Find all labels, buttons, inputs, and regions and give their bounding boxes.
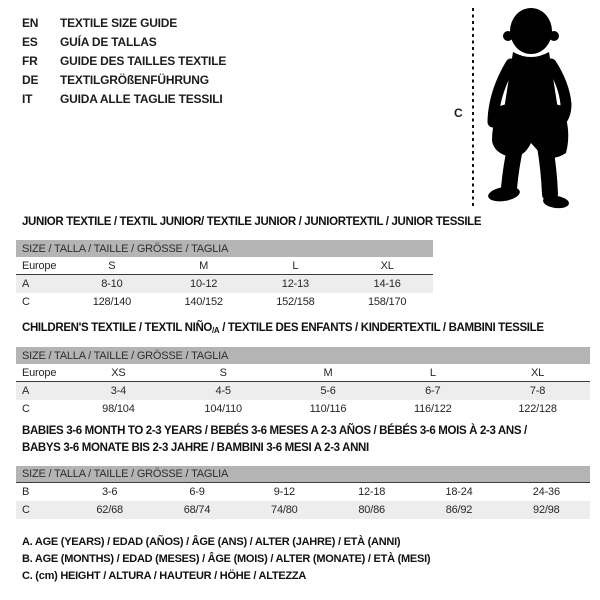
footnote-a: A. AGE (YEARS) / EDAD (AÑOS) / ÂGE (ANS) / ALTER (JAHRE) / ETÀ (ANNI) <box>22 536 401 548</box>
table-row-c <box>16 400 590 418</box>
value-cell: 98/104 <box>102 403 135 415</box>
lang-label: GUIDA ALLE TAGLIE TESSILI <box>60 91 223 106</box>
table-row-b <box>16 483 590 501</box>
value-cell: 110/116 <box>309 403 347 415</box>
footnote-c: C. (cm) HEIGHT / ALTURA / HAUTEUR / HÖHE / ALTEZZA <box>22 570 307 582</box>
toddler-silhouette <box>479 4 593 210</box>
lang-row-fr <box>22 51 226 70</box>
size-cell: L <box>429 366 436 379</box>
junior-table-title: JUNIOR TEXTILE / TEXTIL JUNIOR/ TEXTILE JUNIOR / JUNIORTEXTIL / JUNIOR TESSILE <box>22 216 482 228</box>
row-label: Europe <box>22 259 57 272</box>
lang-code: DE <box>22 72 39 87</box>
value-cell: 116/122 <box>414 403 452 415</box>
value-cell: 3-4 <box>110 385 127 397</box>
value-cell: 10-12 <box>190 278 218 290</box>
junior-size-table <box>16 240 433 311</box>
children-title-suffix: / TEXTILE DES ENFANTS / KINDERTEXTIL / BAMBINI TESSILE <box>219 322 544 334</box>
value-cell: 80/86 <box>358 504 385 516</box>
row-label: C <box>22 504 30 516</box>
size-cell: XL <box>380 259 394 272</box>
value-cell: 3-6 <box>102 486 118 498</box>
size-cell: M <box>323 366 333 379</box>
value-cell: 24-36 <box>532 486 560 498</box>
babies-table-title-line2: BABYS 3-6 MONATE BIS 2-3 JAHRE / BAMBINI 3-6 MESI A 2-3 ANNI <box>22 442 369 454</box>
value-cell: 9-12 <box>273 486 295 498</box>
value-cell: 92/98 <box>533 504 560 516</box>
value-cell: 6-9 <box>189 486 205 498</box>
lang-row-en <box>22 13 226 32</box>
height-c-label: C <box>454 106 463 120</box>
value-cell: 128/140 <box>92 296 132 308</box>
value-cell: 152/158 <box>276 296 315 308</box>
table-row-europe <box>16 364 590 382</box>
size-cell: S <box>108 259 116 272</box>
lang-label: GUIDE DES TAILLES TEXTILE <box>60 53 227 68</box>
value-cell: 122/128 <box>518 403 557 415</box>
lang-code: EN <box>22 15 39 30</box>
value-cell: 5-6 <box>320 385 336 397</box>
value-cell: 14-16 <box>373 278 401 290</box>
row-label: A <box>22 385 30 397</box>
row-label: Europe <box>22 366 57 379</box>
footnotes <box>22 536 430 587</box>
value-cell: 74/80 <box>271 504 298 516</box>
lang-label: GUÍA DE TALLAS <box>60 34 157 49</box>
row-label: C <box>22 403 30 415</box>
table-row-c <box>16 501 590 519</box>
table-row-a <box>16 382 590 400</box>
size-cell: S <box>219 366 227 379</box>
height-dashed-line <box>471 8 475 206</box>
size-header-band: SIZE / TALLA / TAILLE / GRÖSSE / TAGLIA <box>16 240 433 257</box>
lang-label: TEXTILE SIZE GUIDE <box>60 15 178 30</box>
row-label: C <box>22 296 30 308</box>
value-cell: 12-18 <box>358 486 386 498</box>
children-size-table <box>16 347 590 418</box>
value-cell: 6-7 <box>425 385 441 397</box>
children-table-title <box>22 322 544 335</box>
lang-row-es <box>22 32 226 51</box>
language-guide-list <box>22 13 226 108</box>
size-cell: L <box>292 259 299 272</box>
row-label: A <box>22 278 30 290</box>
size-cell: M <box>199 259 209 272</box>
row-label: B <box>22 486 30 498</box>
lang-row-it <box>22 89 226 108</box>
size-header-band: SIZE / TALLA / TAILLE / GRÖSSE / TAGLIA <box>16 466 590 483</box>
table-row-a <box>16 275 433 293</box>
value-cell: 18-24 <box>445 486 473 498</box>
table-row-europe <box>16 257 433 275</box>
value-cell: 86/92 <box>445 504 473 516</box>
lang-code: IT <box>22 91 33 106</box>
value-cell: 8-10 <box>101 278 123 290</box>
size-header-band: SIZE / TALLA / TAILLE / GRÖSSE / TAGLIA <box>16 347 590 364</box>
lang-code: FR <box>22 53 38 68</box>
size-cell: XL <box>531 366 545 379</box>
babies-table-title-line1: BABIES 3-6 MONTH TO 2-3 YEARS / BEBÉS 3-6 MESES A 2-3 AÑOS / BÉBÉS 3-6 MOIS À 2-3 ANS / <box>22 425 527 437</box>
footnote-b: B. AGE (MONTHS) / EDAD (MESES) / ÂGE (MOIS) / ALTER (MONATE) / ETÀ (MESI) <box>22 553 431 565</box>
value-cell: 62/68 <box>96 504 123 516</box>
value-cell: 140/152 <box>184 296 223 308</box>
lang-code: ES <box>22 34 38 49</box>
children-title-sub: /A <box>212 326 220 335</box>
value-cell: 4-5 <box>215 385 231 397</box>
size-cell: XS <box>111 366 126 379</box>
value-cell: 158/170 <box>367 296 407 308</box>
table-row-c <box>16 293 433 311</box>
babies-size-table <box>16 466 590 519</box>
value-cell: 12-13 <box>281 278 309 290</box>
value-cell: 68/74 <box>183 504 211 516</box>
value-cell: 7-8 <box>529 385 546 397</box>
value-cell: 104/110 <box>204 403 242 415</box>
lang-row-de <box>22 70 226 89</box>
children-title-prefix: CHILDREN'S TEXTILE / TEXTIL NIÑO <box>22 322 213 334</box>
lang-label: TEXTILGRÖßENFÜHRUNG <box>60 72 209 87</box>
